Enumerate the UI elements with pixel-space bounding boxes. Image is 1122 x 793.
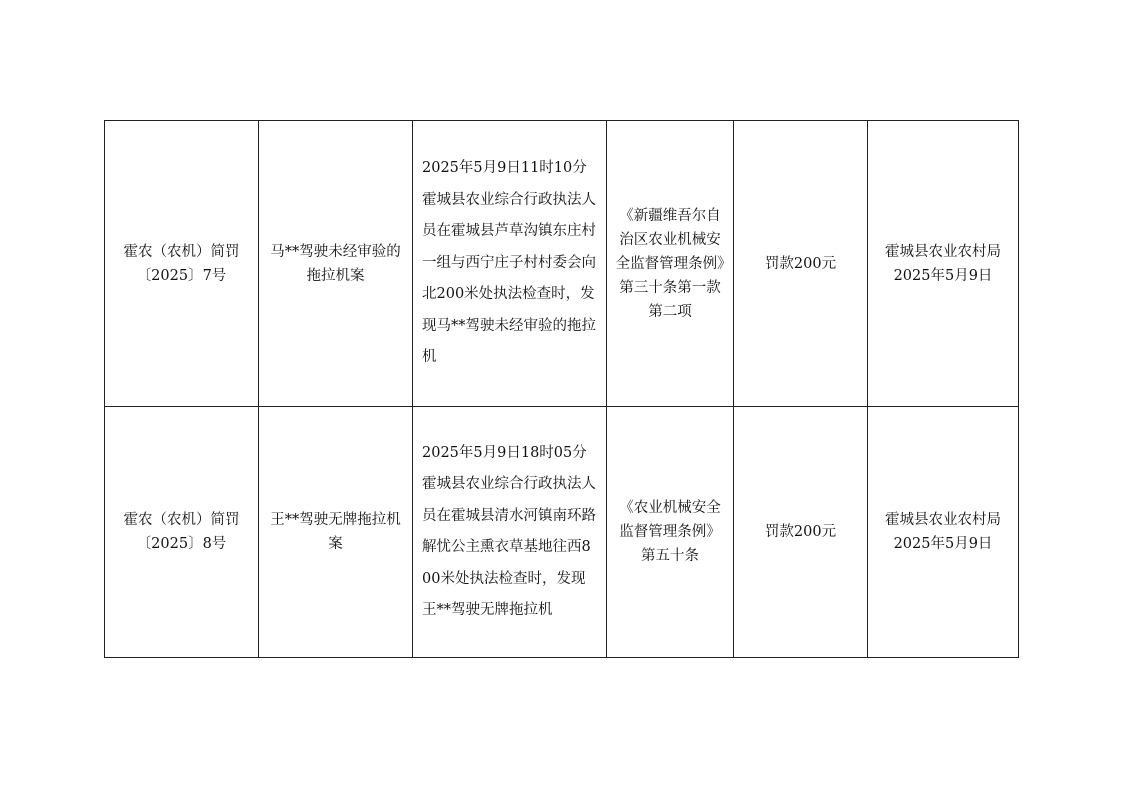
penalty-disclosure-table xyxy=(104,120,1019,658)
decision-date: 2025年5月9日 xyxy=(893,267,993,284)
penalty-amount: 罚款200元 xyxy=(764,524,837,540)
penalty-cell xyxy=(734,121,868,407)
legal-basis-cell xyxy=(607,121,734,407)
table-row xyxy=(105,121,1019,407)
document-number-line2: 〔2025〕8号 xyxy=(136,536,227,552)
agency-date-cell xyxy=(868,121,1019,407)
penalty-amount: 罚款200元 xyxy=(764,255,837,272)
case-name-cell xyxy=(259,407,413,658)
table-row xyxy=(105,407,1019,658)
agency-name: 霍城县农业农村局 xyxy=(885,243,1001,260)
legal-basis-cell xyxy=(607,407,734,658)
legal-basis: 《新疆维吾尔自治区农业机械安全监督管理条例》第三十条第一款第二项 xyxy=(615,207,725,320)
document-number-cell xyxy=(105,121,259,407)
agency-name: 霍城县农业农村局 xyxy=(885,512,1001,528)
violation-facts-cell xyxy=(413,407,607,658)
document-number-line1: 霍农（农机）简罚 xyxy=(123,243,240,260)
case-name-cell xyxy=(259,121,413,407)
violation-facts: 2025年5月9日18时05分霍城县农业综合行政执法人员在霍城县清水河镇南环路解忧公主熏衣草基地往西800米处执法检查时，发现王**驾驶无牌拖拉机 xyxy=(422,444,596,618)
violation-facts: 2025年5月9日11时10分霍城县农业综合行政执法人员在霍城县芦草沟镇东庄村一组与西宁庄子村村委会向北200米处执法检查时，发现马**驾驶未经审验的拖拉机 xyxy=(422,160,596,366)
decision-date: 2025年5月9日 xyxy=(893,536,993,552)
penalty-cell xyxy=(734,407,868,658)
document-number-cell xyxy=(105,407,259,658)
case-name: 王**驾驶无牌拖拉机案 xyxy=(270,512,401,552)
document-number-line2: 〔2025〕7号 xyxy=(136,267,227,284)
agency-date-cell xyxy=(868,407,1019,658)
legal-basis: 《农业机械安全监督管理条例》第五十条 xyxy=(619,500,721,564)
document-number-line1: 霍农（农机）简罚 xyxy=(123,512,240,528)
case-name: 马**驾驶未经审验的拖拉机案 xyxy=(270,243,401,284)
violation-facts-cell xyxy=(413,121,607,407)
